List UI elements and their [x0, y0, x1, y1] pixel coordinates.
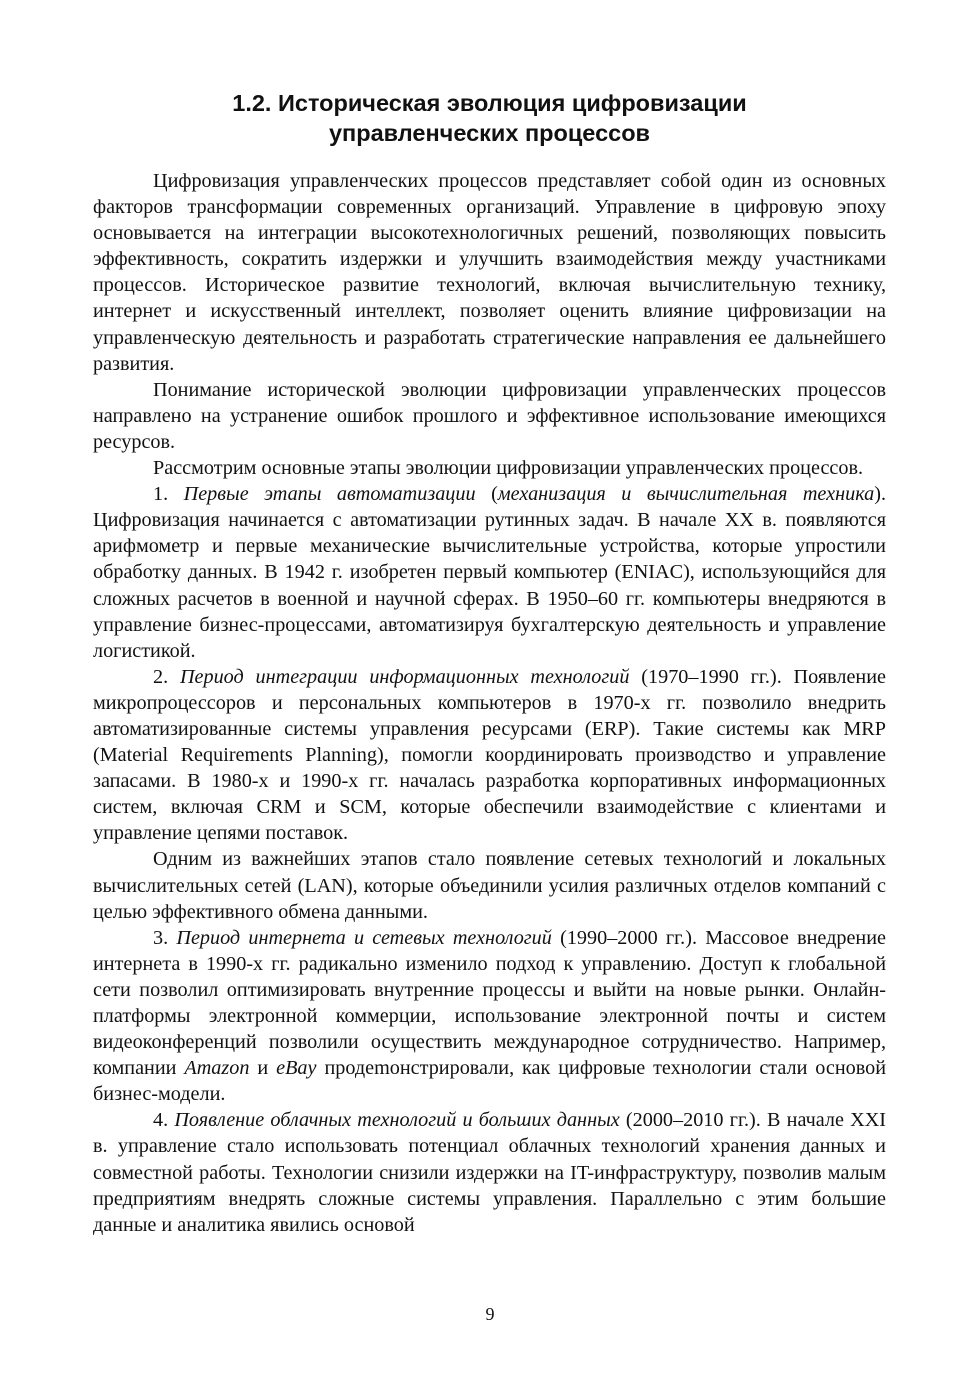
stage-1-subtitle: механизация и вычислительная техника: [497, 483, 875, 506]
document-page: [93, 88, 886, 1238]
stage-1-open-paren: (: [491, 483, 498, 506]
stage-3-text-end: продеmонстрировали, как цифровые технологии стали основой бизнес-модели.: [93, 1057, 887, 1106]
stage-3-company-amazon: Amazon: [184, 1057, 250, 1080]
stage-4-number: 4.: [153, 1109, 169, 1132]
page-number: 9: [485, 1304, 495, 1324]
paragraph-stage-1: [93, 481, 886, 664]
stage-3-and: и: [257, 1057, 269, 1080]
paragraph-lan: Одним из важнейших этапов стало появление сетевых технологий и локальных вычислительных сетей (LAN), которые объединили усилия различных отделов компаний с целью эффективного обмена данными.: [93, 848, 886, 923]
section-title: [93, 88, 886, 148]
stage-3-text: (1990–2000 гг.). Массовое внедрение интернета в 1990-х гг. радикально изменило подход к управлению. Доступ к глобальной сети позволил оптимизировать внутренние процессы и выйти на новые рынки. Онлайн-платформы электронной коммерции, использование электронной почты и систем видеоконференций позволили осуществить международное сотрудничество. Например, компании: [93, 926, 886, 1080]
section-title-line-1: 1.2. Историческая эволюция цифровизации: [232, 90, 747, 116]
stage-3-title: Период интернета и сетевых технологий: [176, 926, 552, 949]
stage-1-title: Первые этапы автоматизации: [183, 483, 476, 506]
stage-3-number: 3.: [153, 926, 169, 949]
body-text: [93, 168, 886, 1238]
stage-4-text: (2000–2010 гг.). В начале XXI в. управление стало использовать потенциал облачных технологий хранения данных и совместной работы. Технологии снизили издержки на IT-инфраструктуру, позволив малым предприятиям внедрять сложные системы управления. Параллельно с этим большие данные и аналитика явились основой: [93, 1109, 887, 1236]
paragraph-stages-intro: Рассмотрим основные этапы эволюции цифровизации управленческих процессов.: [153, 457, 864, 480]
stage-2-text: (1970–1990 гг.). Появление микропроцессоров и персональных компьютеров в 1970-х гг. позволило внедрить автоматизированные системы управления ресурсами (ERP). Такие системы как MRP (Material Requirements Planning), помогли координировать производство и управление запасами. В 1980-х и 1990-х гг. началась разработка корпоративных информационных систем, включая CRM и SCM, которые обеспечили взаимодействие с клиентами и управление цепями поставок.: [93, 665, 887, 845]
paragraph-stage-2: [93, 664, 886, 847]
stage-1-text: ). Цифровизация начинается с автоматизации рутинных задач. В начале XX в. появляются арифмометр и первые механические вычислительные устройства, которые упростили обработку данных. В 1942 г. изобретен первый компьютер (ENIAC), использующийся для сложных расчетов в военной и научной сферах. В 1950–60 гг. компьютеры внедряются в управление бизнес-процессами, автоматизируя бухгалтерскую деятельность и управление логистикой.: [93, 483, 887, 662]
stage-2-title: Период интеграции информационных технологий: [179, 665, 630, 688]
stage-1-number: 1.: [153, 483, 169, 506]
paragraph-stage-4: [93, 1107, 886, 1237]
paragraph-intro: Цифровизация управленческих процессов представляет собой один из основных факторов трансформации современных организаций. Управление в цифровую эпоху основывается на интеграции высокотехнологичных решений, позволяющих повысить эффективность, сократить издержки и улучшить взаимодействия между участниками процессов. Историческое развитие технологий, включая вычислительную технику, интернет и искусственный интеллект, позволяет оценить влияние цифровизации на управленческую деятельность и разработать стратегические направления ее дальнейшего развития.: [93, 170, 886, 375]
paragraph-stage-3: [93, 925, 886, 1108]
section-title-line-2: управленческих процессов: [328, 120, 651, 146]
stage-3-company-ebay: eBay: [276, 1057, 317, 1080]
stage-2-number: 2.: [153, 665, 169, 688]
stage-4-title: Появление облачных технологий и больших данных: [174, 1109, 620, 1132]
paragraph-understanding: Понимание исторической эволюции цифровизации управленческих процессов направлено на устранение ошибок прошлого и эффективное использование имеющихся ресурсов.: [93, 378, 886, 453]
